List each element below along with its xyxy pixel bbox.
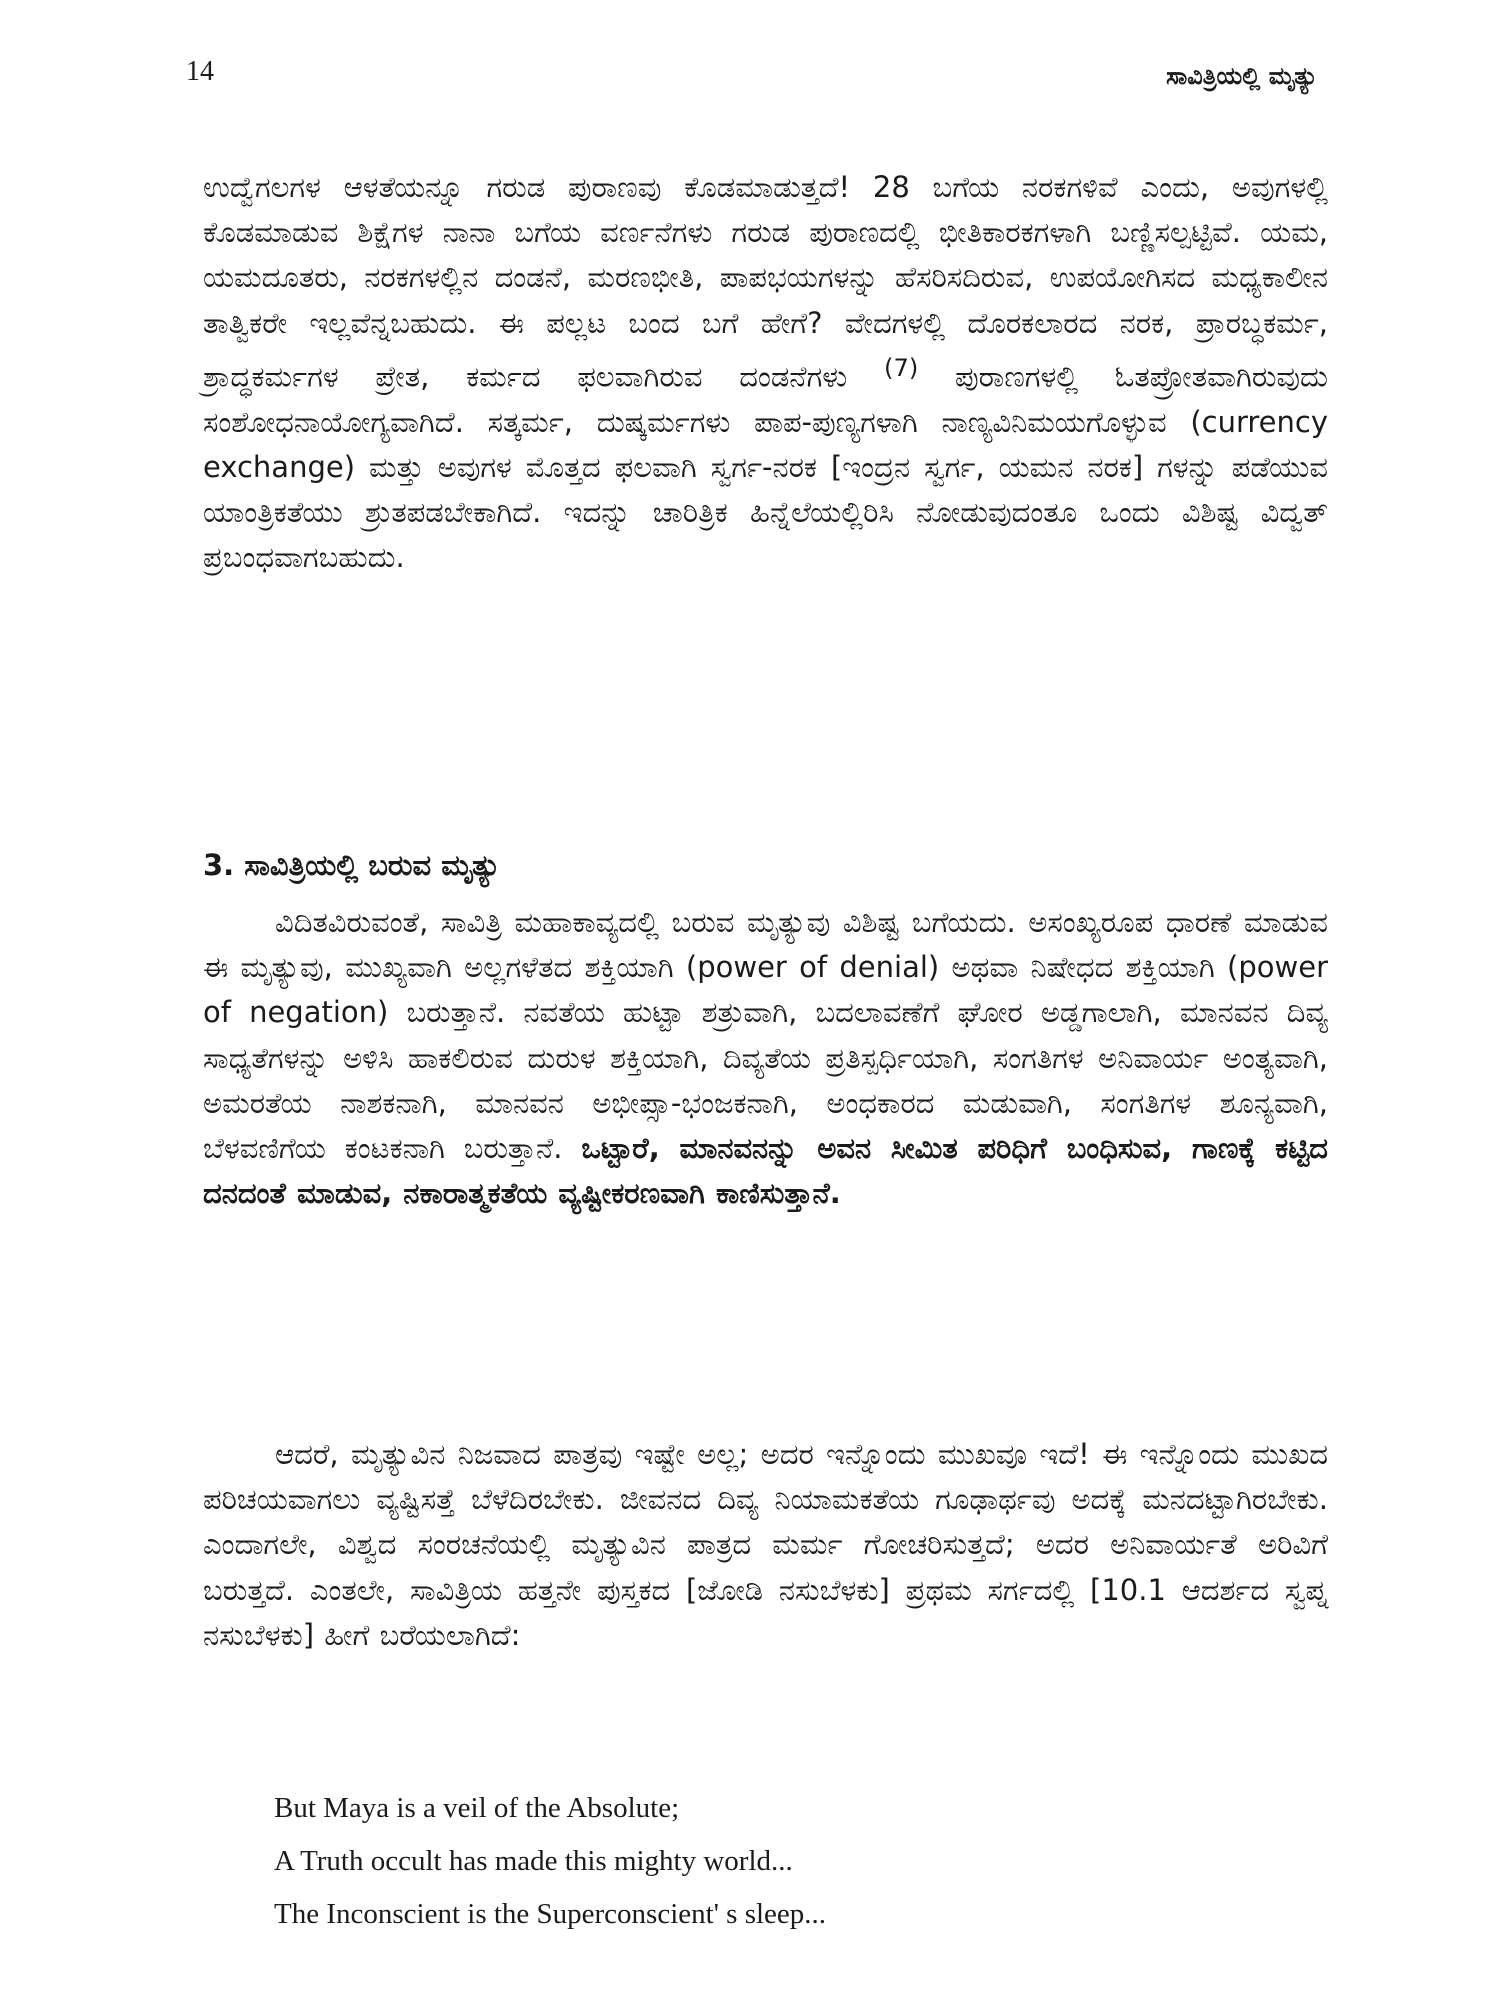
paragraph-3: ಆದರೆ, ಮೃತ್ಯುವಿನ ನಿಜವಾದ ಪಾತ್ರವು ಇಷ್ಟೇ ಅಲ್ಲ; ಅದರ ಇನ್ನೊಂದು ಮುಖವೂ ಇದೆ! ಈ ಇನ್ನೊಂದು ಮುಖದ ಪರಿಚಯವಾಗಲು ವ್ಯಷ್ಟಿಸತ್ತೆ ಬೆಳೆದಿರಬೇಕು. ಜೀವನದ ದಿವ್ಯ ನಿಯಾಮಕತೆಯ ಗೂಢಾರ್ಥವು ಅದಕ್ಕೆ ಮನದಟ್ಟಾಗಿರಬೇಕು. ಎಂದಾಗಲೇ, ವಿಶ್ವದ ಸಂರಚನೆಯಲ್ಲಿ ಮೃತ್ಯುವಿನ ಪಾತ್ರದ ಮರ್ಮ ಗೋಚರಿಸುತ್ತದೆ; ಅದರ ಅನಿವಾರ್ಯತೆ ಅರಿವಿಗೆ ಬರುತ್ತದೆ. ಎಂತಲೇ, ಸಾವಿತ್ರಿಯ ಹತ್ತನೇ ಪುಸ್ತಕದ [ಜೋಡಿ ನಸುಬೆಳಕು] ಪ್ರಥಮ ಸರ್ಗದಲ್ಲಿ [10.1 ಆದರ್ಶದ ಸ್ವಪ್ನ ನಸುಬೆಳಕು] ಹೀಗೆ ಬರೆಯಲಾಗಿದೆ: xyxy=(203,1437,1328,1652)
section-heading: 3. ಸಾವಿತ್ರಿಯಲ್ಲಿ ಬರುವ ಮೃತ್ಯು xyxy=(203,848,501,882)
paragraph-1 xyxy=(203,165,1328,580)
footnote-marker: (7) xyxy=(884,353,919,382)
paragraph-2-text: ವಿದಿತವಿರುವಂತೆ, ಸಾವಿತ್ರಿ ಮಹಾಕಾವ್ಯದಲ್ಲಿ ಬರುವ ಮೃತ್ಯುವು ವಿಶಿಷ್ಟ ಬಗೆಯದು. ಅಸಂಖ್ಯರೂಪ ಧಾರಣೆ ಮಾಡುವ ಈ ಮೃತ್ಯುವು, ಮುಖ್ಯವಾಗಿ ಅಲ್ಲಗಳೆತದ ಶಕ್ತಿಯಾಗಿ (power of denial) ಅಥವಾ ನಿಷೇಧದ ಶಕ್ತಿಯಾಗಿ (power of negation) ಬರುತ್ತಾನೆ. ನವತೆಯ ಹುಟ್ಟಾ ಶತ್ರುವಾಗಿ, ಬದಲಾವಣೆಗೆ ಘೋರ ಅಡ್ಡಗಾಲಾಗಿ, ಮಾನವನ ದಿವ್ಯ ಸಾಧ್ಯತೆಗಳನ್ನು ಅಳಿಸಿ ಹಾಕಲಿರುವ ದುರುಳ ಶಕ್ತಿಯಾಗಿ, ದಿವ್ಯತೆಯ ಪ್ರತಿಸ್ಪರ್ಧಿಯಾಗಿ, ಸಂಗತಿಗಳ ಅನಿವಾರ್ಯ ಅಂತ್ಯವಾಗಿ, ಅಮರತೆಯ ನಾಶಕನಾಗಿ, ಮಾನವನ ಅಭೀಪ್ಸಾ-ಭಂಜಕನಾಗಿ, ಅಂಧಕಾರದ ಮಡುವಾಗಿ, ಸಂಗತಿಗಳ ಶೂನ್ಯವಾಗಿ, ಬೆಳವಣಿಗೆಯ ಕಂಟಕನಾಗಿ ಬರುತ್ತಾನೆ. xyxy=(203,905,1328,1166)
quote-line-2: A Truth occult has made this mighty world... xyxy=(274,1845,793,1877)
paragraph-1-text: ಉದ್ವೆಗಲಗಳ ಆಳತೆಯನ್ನೂ ಗರುಡ ಪುರಾಣವು ಕೊಡಮಾಡುತ್ತದೆ! 28 ಬಗೆಯ ನರಕಗಳಿವೆ ಎಂದು, ಅವುಗಳಲ್ಲಿ ಕೊಡಮಾಡುವ ಶಿಕ್ಷೆಗಳ ನಾನಾ ಬಗೆಯ ವರ್ಣನೆಗಳು ಗರುಡ ಪುರಾಣದಲ್ಲಿ ಭೀತಿಕಾರಕಗಳಾಗಿ ಬಣ್ಣಿಸಲ್ಪಟ್ಟಿವೆ. ಯಮ, ಯಮದೂತರು, ನರಕಗಳಲ್ಲಿನ ದಂಡನೆ, ಮರಣಭೀತಿ, ಪಾಪಭಯಗಳನ್ನು ಹೆಸರಿಸದಿರುವ, ಉಪಯೋಗಿಸದ ಮಧ್ಯಕಾಲೀನ ತಾತ್ವಿಕರೇ ಇಲ್ಲವೆನ್ನಬಹುದು. ಈ ಪಲ್ಲಟ ಬಂದ ಬಗೆ ಹೇಗೆ? ವೇದಗಳಲ್ಲಿ ದೊರಕಲಾರದ ನರಕ, ಪ್ರಾರಬ್ಧಕರ್ಮ, ಶ್ರಾದ್ಧಕರ್ಮಗಳ ಪ್ರೇತ, ಕರ್ಮದ ಫಲವಾಗಿರುವ ದಂಡನೆಗಳು xyxy=(203,170,1328,394)
paragraph-1-text-continued: ಪುರಾಣಗಳಲ್ಲಿ ಓತಪ್ರೋತವಾಗಿರುವುದು ಸಂಶೋಧನಾಯೋಗ್ಯವಾಗಿದೆ. ಸತ್ಕರ್ಮ, ದುಷ್ಕರ್ಮಗಳು ಪಾಪ-ಪುಣ್ಯಗಳಾಗಿ ನಾಣ್ಯವಿನಿಮಯಗೊಳ್ಳುವ (currency exchange) ಮತ್ತು ಅವುಗಳ ಮೊತ್ತದ ಫಲವಾಗಿ ಸ್ವರ್ಗ-ನರಕ [ಇಂದ್ರನ ಸ್ವರ್ಗ, ಯಮನ ನರಕ] ಗಳನ್ನು ಪಡೆಯುವ ಯಾಂತ್ರಿಕತೆಯು ಶ್ರುತಪಡಬೇಕಾಗಿದೆ. ಇದನ್ನು ಚಾರಿತ್ರಿಕ ಹಿನ್ನೆಲೆಯಲ್ಲಿರಿಸಿ ನೋಡುವುದಂತೂ ಒಂದು ವಿಶಿಷ್ಟ ವಿದ್ವತ್ ಪ್ರಬಂಧವಾಗಬಹುದು. xyxy=(203,359,1329,575)
paragraph-2 xyxy=(203,900,1328,1216)
quote-line-3: The Inconscient is the Superconscient' s sleep... xyxy=(274,1898,827,1930)
quote-line-1: But Maya is a veil of the Absolute; xyxy=(274,1792,680,1824)
paragraph-2-bold-text: ಒಟ್ಟಾರೆ, ಮಾನವನನ್ನು ಅವನ ಸೀಮಿತ ಪರಿಧಿಗೆ ಬಂಧಿಸುವ, ಗಾಣಕ್ಕೆ ಕಟ್ಟಿದ ದನದಂತೆ ಮಾಡುವ, ನಕಾರಾತ್ಮಕತೆಯ ವ್ಯಷ್ಟೀಕರಣವಾಗಿ ಕಾಣಿಸುತ್ತಾನೆ. xyxy=(203,1131,1328,1211)
page-number: 14 xyxy=(186,56,214,87)
running-header: ಸಾವಿತ್ರಿಯಲ್ಲಿ ಮೃತ್ಯು xyxy=(1166,62,1318,90)
